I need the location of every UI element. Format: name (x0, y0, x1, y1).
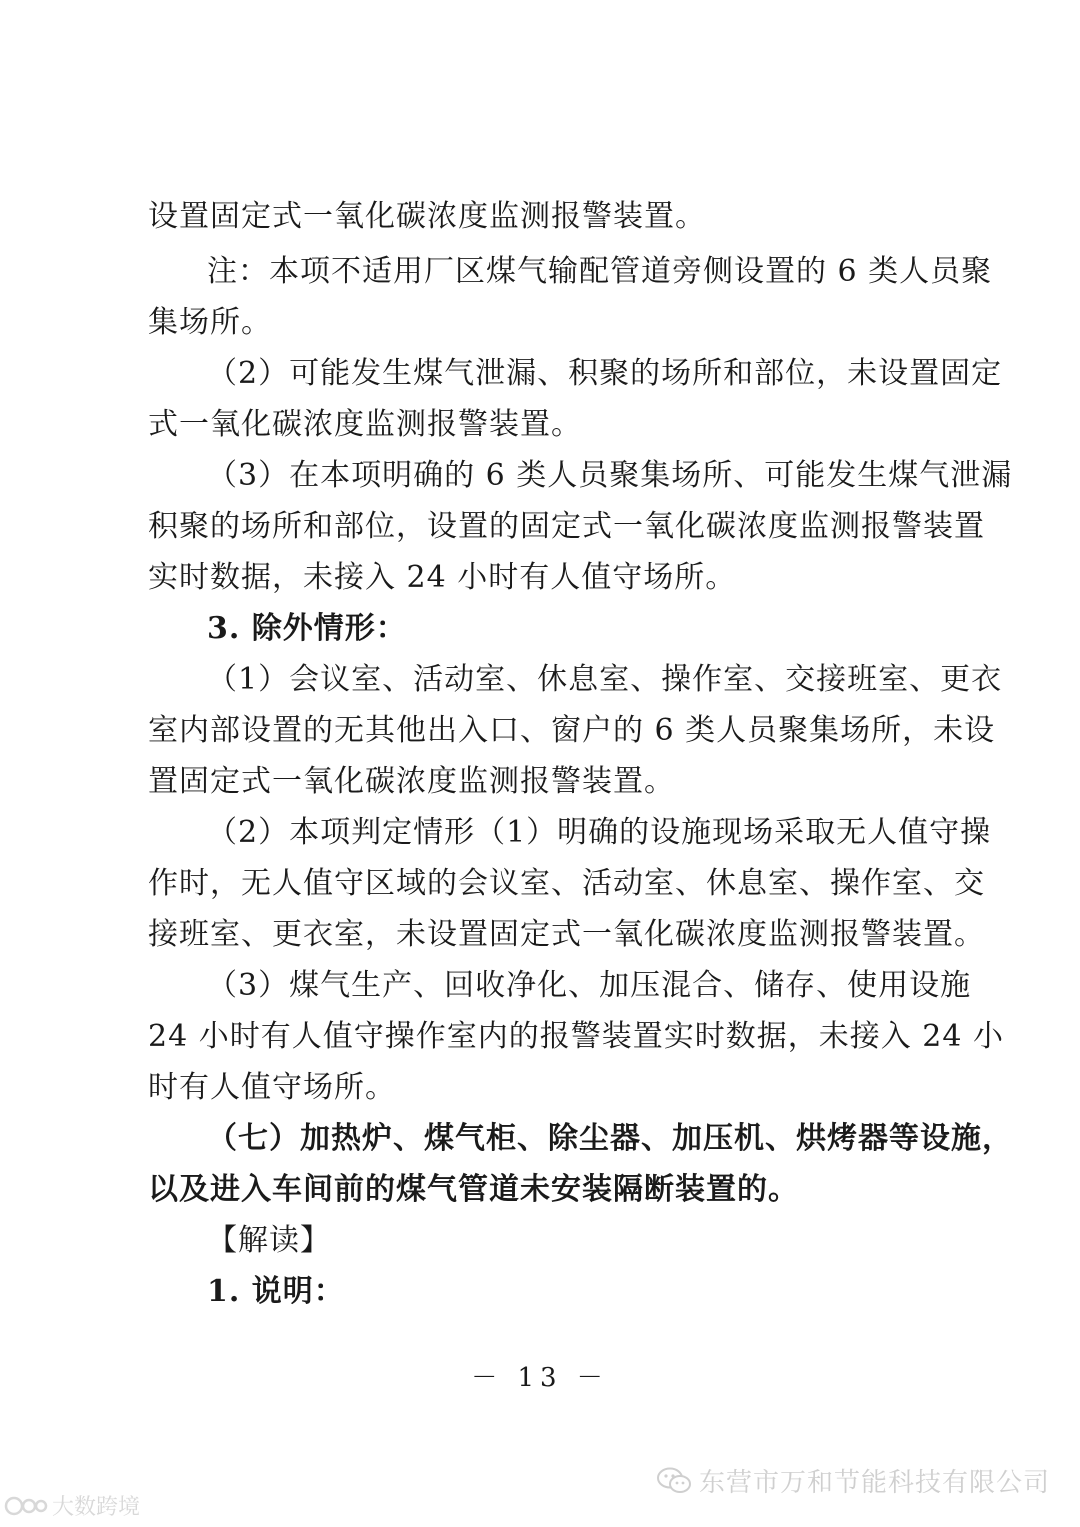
section-heading: 1. 说明： (207, 1274, 345, 1309)
clause-heading: （七）加热炉、煤气柜、除尘器、加压机、烘烤器等设施， (207, 1121, 1013, 1156)
section-heading: 3. 除外情形： (207, 611, 407, 646)
watermark-brand (4, 1490, 140, 1521)
text-line: （3）在本项明确的 6 类人员聚集场所、可能发生煤气泄漏 (207, 458, 1013, 493)
text-line: 接班室、更衣室，未设置固定式一氧化碳浓度监测报警装置。 (148, 917, 985, 952)
text-line: 实时数据，未接入 24 小时有人值守场所。 (148, 560, 737, 595)
text-line: 时有人值守场所。 (148, 1070, 396, 1105)
text-line: 集场所。 (148, 305, 272, 340)
brand-logo-icon (4, 1494, 48, 1518)
text-line: （1）会议室、活动室、休息室、操作室、交接班室、更衣 (207, 662, 1003, 697)
page-number: － 13 － (471, 1363, 609, 1393)
text-line: （3）煤气生产、回收净化、加压混合、储存、使用设施 (207, 968, 972, 1003)
watermark-account-name: 东营市万和节能科技有限公司 (698, 1468, 1050, 1498)
clause-heading: 以及进入车间前的煤气管道未安装隔断装置的。 (148, 1172, 799, 1207)
watermark-account (657, 1462, 1050, 1499)
text-line: 积聚的场所和部位，设置的固定式一氧化碳浓度监测报警装置 (148, 509, 985, 544)
interpretation-heading: 【解读】 (207, 1223, 331, 1258)
text-line: 室内部设置的无其他出入口、窗户的 6 类人员聚集场所，未设 (148, 713, 996, 748)
watermark-brand-name: 大数跨境 (52, 1495, 141, 1520)
text-line: 注：本项不适用厂区煤气输配管道旁侧设置的 6 类人员聚 (207, 254, 993, 289)
text-line: 置固定式一氧化碳浓度监测报警装置。 (148, 764, 675, 799)
text-line: 作时，无人值守区域的会议室、活动室、休息室、操作室、交 (148, 866, 985, 901)
text-line: 设置固定式一氧化碳浓度监测报警装置。 (148, 199, 706, 234)
text-line: 式一氧化碳浓度监测报警装置。 (148, 407, 582, 442)
text-line: （2）可能发生煤气泄漏、积聚的场所和部位，未设置固定 (207, 356, 1003, 391)
text-line: 24 小时有人值守操作室内的报警装置实时数据，未接入 24 小 (148, 1019, 1004, 1054)
wechat-icon (657, 1467, 691, 1495)
text-line: （2）本项判定情形（1）明确的设施现场采取无人值守操 (207, 815, 992, 850)
